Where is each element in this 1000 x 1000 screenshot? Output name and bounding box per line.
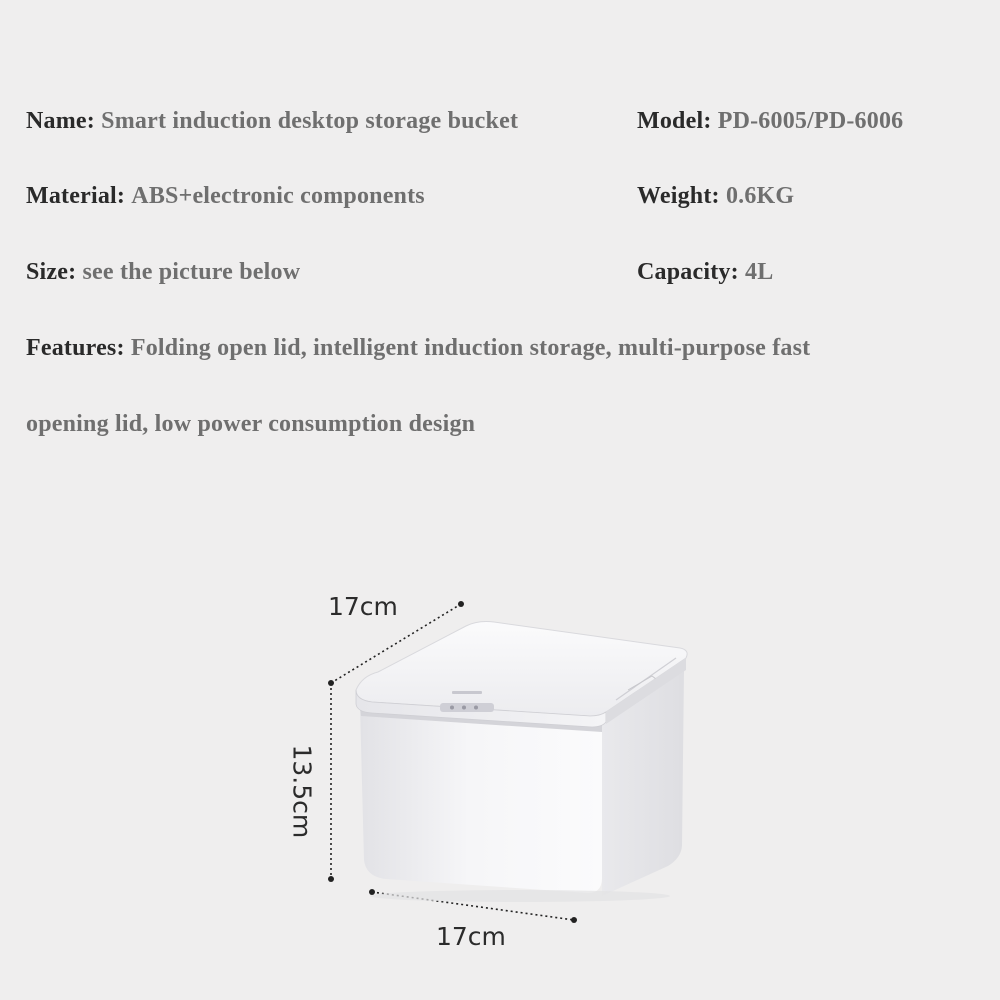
brand-mark-icon <box>452 691 482 694</box>
spec-features-label: Features: <box>26 335 125 361</box>
spec-size-value: see the picture below <box>82 259 301 285</box>
width-dimension-label: 17cm <box>436 922 506 951</box>
spec-size-label: Size: <box>26 259 77 285</box>
spec-capacity-value: 4L <box>745 259 774 285</box>
height-dimension-label: 13.5cm <box>287 744 317 839</box>
spec-model-value: PD-6005/PD-6006 <box>717 108 904 134</box>
spec-name-label: Name: <box>26 108 95 134</box>
storage-bucket <box>356 622 687 903</box>
spec-weight-label: Weight: <box>637 183 720 209</box>
spec-name-value: Smart induction desktop storage bucket <box>101 108 519 134</box>
spec-material-label: Material: <box>26 183 126 209</box>
spec-material-value: ABS+electronic components <box>131 183 425 209</box>
depth-dimension-label: 17cm <box>328 592 398 621</box>
spec-features-value-line1: Folding open lid, intelligent induction storage, multi-purpose fast <box>130 335 811 361</box>
sensor-window-icon <box>440 703 494 712</box>
spec-capacity-label: Capacity: <box>637 259 739 285</box>
spec-weight-value: 0.6KG <box>725 183 795 209</box>
spec-model-label: Model: <box>637 108 712 134</box>
spec-features-value-line2: opening lid, low power consumption design <box>26 411 476 437</box>
